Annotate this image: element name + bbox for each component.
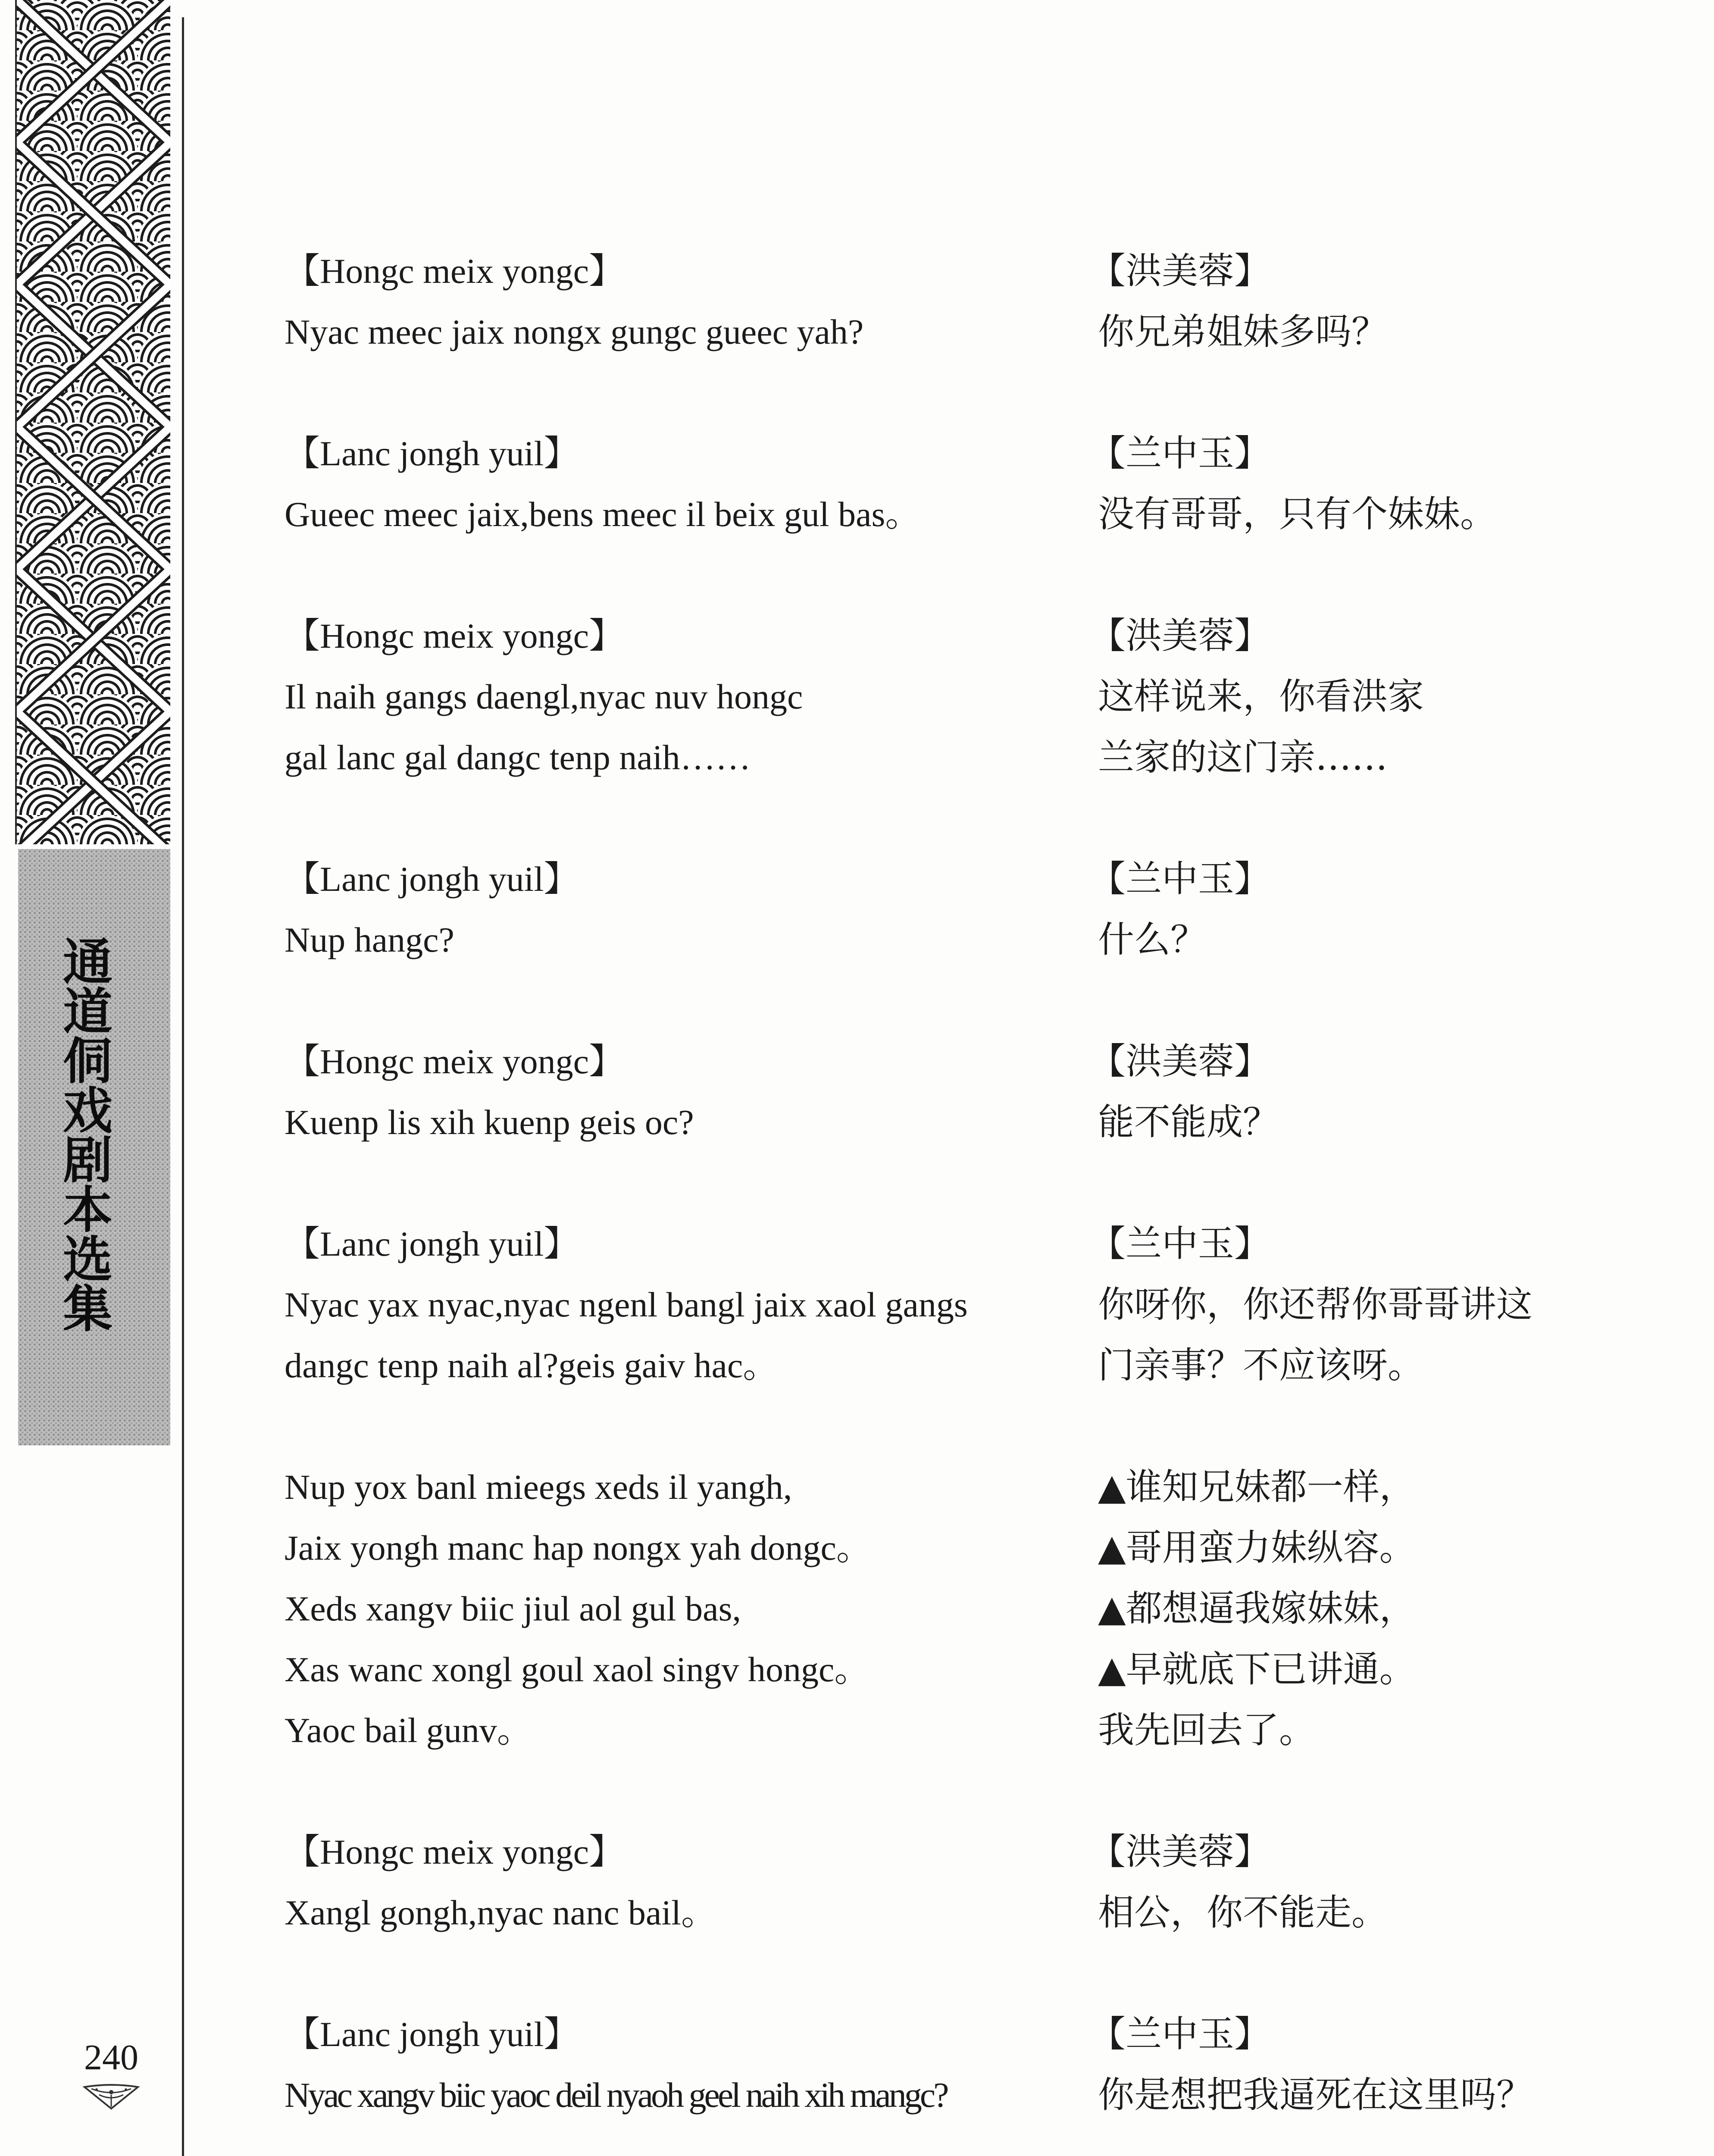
dong-text: Jaix yongh manc hap nongx yah dongc。 [285, 1528, 872, 1567]
speaker-row [0, 2004, 1714, 2065]
speaker-row [0, 423, 1714, 484]
chinese-text: 你呀你，你还帮你哥哥讲这 [1098, 1283, 1533, 1326]
dialogue-block [0, 1213, 1714, 1396]
dialogue-block [0, 2004, 1714, 2125]
speaker-name-chinese: 【洪美蓉】 [1089, 614, 1271, 657]
chinese-text: 你兄弟姐妹多吗？ [1098, 310, 1388, 353]
dialogue-line [0, 301, 1714, 362]
dong-text: Xeds xangv biic jiul aol gul bas, [285, 1589, 741, 1628]
speaker-name-dong: 【Hongc meix yongc】 [285, 1042, 624, 1081]
dialogue-block [0, 1031, 1714, 1153]
chinese-text: ▲谁知兄妹都一样， [1098, 1466, 1416, 1508]
speaker-row [0, 1213, 1714, 1274]
chinese-text: 能不能成？ [1098, 1101, 1279, 1143]
speaker-name-chinese: 【兰中玉】 [1089, 1222, 1271, 1265]
dong-text: Nyac xangv biic yaoc deil nyaoh geel naih xih mangc? [285, 2075, 947, 2115]
dialogue-block [0, 1821, 1714, 1943]
book-title: 通道侗戏剧本选集 [54, 936, 113, 1332]
chinese-text: 你是想把我逼死在这里吗？ [1098, 2074, 1533, 2116]
speaker-row [0, 1821, 1714, 1882]
dong-text: Yaoc bail gunv。 [285, 1711, 532, 1750]
dialogue-line [0, 1882, 1714, 1943]
dialogue-line [0, 1700, 1714, 1761]
verse-line [0, 1457, 1714, 1517]
dong-text: dangc tenp naih al?geis gaiv hac。 [285, 1346, 779, 1385]
page-number: 240 [84, 2037, 138, 2078]
speaker-name-chinese: 【洪美蓉】 [1089, 1830, 1271, 1873]
speaker-row [0, 1031, 1714, 1092]
dialogue-line [0, 1092, 1714, 1153]
speaker-name-dong: 【Lanc jongh yuil】 [285, 859, 579, 899]
song-verse-block [0, 1457, 1714, 1761]
speaker-row [0, 849, 1714, 909]
speaker-row [0, 605, 1714, 666]
dong-text: Kuenp lis xih kuenp geis oc? [285, 1103, 694, 1142]
dialogue-line [0, 909, 1714, 970]
dialogue-block [0, 423, 1714, 545]
dialogue-line [0, 484, 1714, 545]
speaker-name-dong: 【Lanc jongh yuil】 [285, 1224, 579, 1263]
dong-text: Nup hangc? [285, 920, 454, 959]
dialogue-line [0, 727, 1714, 788]
chinese-text: ▲哥用蛮力妹纵容。 [1098, 1526, 1416, 1569]
speaker-name-chinese: 【兰中玉】 [1089, 858, 1271, 900]
chinese-text: 我先回去了。 [1098, 1709, 1316, 1751]
dong-text: Il naih gangs daengl,nyac nuv hongc [285, 677, 803, 716]
speaker-name-dong: 【Lanc jongh yuil】 [285, 434, 579, 473]
speaker-name-chinese: 【洪美蓉】 [1089, 1040, 1271, 1082]
dialogue-line [0, 1335, 1714, 1396]
speaker-name-dong: 【Lanc jongh yuil】 [285, 2015, 579, 2054]
speaker-name-dong: 【Hongc meix yongc】 [285, 251, 624, 291]
chinese-text: 什么？ [1098, 918, 1207, 961]
chinese-text: 这样说来，你看洪家 [1098, 675, 1424, 718]
chinese-text: ▲都想逼我嫁妹妹， [1098, 1587, 1416, 1630]
dong-text: Xas wanc xongl goul xaol singv hongc。 [285, 1650, 870, 1689]
dong-text: Nup yox banl mieegs xeds il yangh, [285, 1467, 792, 1507]
speaker-row [0, 241, 1714, 301]
verse-line [0, 1639, 1714, 1700]
speaker-name-dong: 【Hongc meix yongc】 [285, 1832, 624, 1871]
dialogue-text [0, 241, 1714, 2156]
dong-text: gal lanc gal dangc tenp naih…… [285, 738, 751, 777]
dialogue-block [0, 849, 1714, 970]
chinese-text: 门亲事？不应该呀。 [1098, 1344, 1424, 1386]
chinese-text: 没有哥哥，只有个妹妹。 [1098, 493, 1497, 535]
dong-text: Gueec meec jaix,bens meec il beix gul bas。 [285, 495, 921, 534]
dialogue-block [0, 605, 1714, 788]
verse-line [0, 1517, 1714, 1578]
chinese-text: 相公，你不能走。 [1098, 1891, 1388, 1934]
dong-text: Xangl gongh,nyac nanc bail。 [285, 1893, 716, 1932]
dong-text: Nyac meec jaix nongx gungc gueec yah? [285, 312, 864, 351]
chinese-text: ▲早就底下已讲通。 [1098, 1648, 1416, 1690]
dialogue-line [0, 1274, 1714, 1335]
speaker-name-chinese: 【兰中玉】 [1089, 432, 1271, 474]
chinese-text: 兰家的这门亲…… [1098, 736, 1388, 778]
verse-line [0, 1578, 1714, 1639]
dialogue-line [0, 2065, 1714, 2125]
dialogue-line [0, 666, 1714, 727]
speaker-name-chinese: 【兰中玉】 [1089, 2013, 1271, 2055]
speaker-name-chinese: 【洪美蓉】 [1089, 250, 1271, 292]
dong-text: Nyac yax nyac,nyac ngenl bangl jaix xaol gangs [285, 1285, 968, 1324]
speaker-name-dong: 【Hongc meix yongc】 [285, 616, 624, 655]
dialogue-block [0, 241, 1714, 362]
